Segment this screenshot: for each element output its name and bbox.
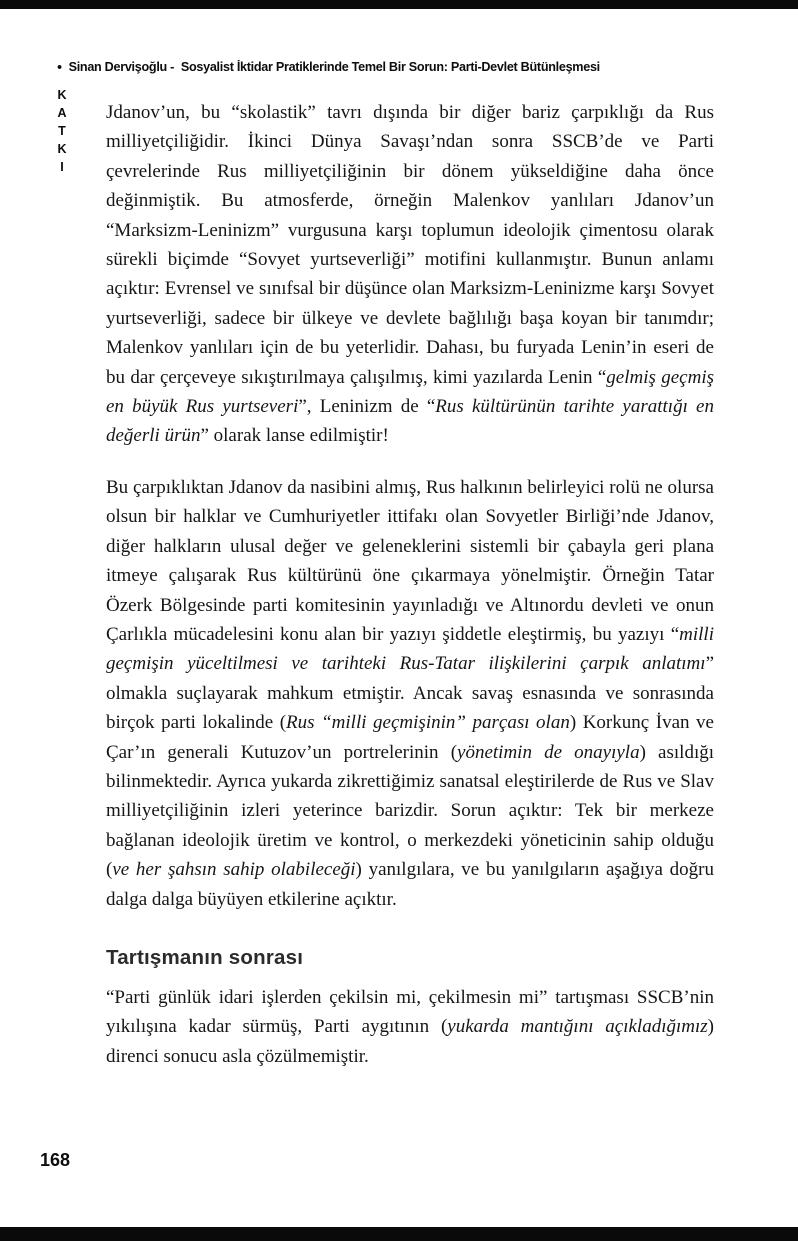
header-bullet-icon: • <box>57 59 62 76</box>
closing-paragraph: “Parti günlük idari işlerden çekilsin mi, çekilmesin mi” tartışması SSCB’nin yıkılışına kadar sürmüş, Parti aygıtının (yukarda mantığını açıkladığımız) direnci sonucu asla çözülmemiştir. <box>106 986 714 1067</box>
body-paragraph-2: Bu çarpıklıktan Jdanov da nasibini almış, Rus halkının belirleyici rolü ne olursa olsun bir halklar ve Cumhuriyetler ittifakı olan Sovyetler Birliği’nde Jdanov, diğer halkların ulusal değer ve geleneklerini sistemli bir çabayla geri plana itmeye çalışarak Rus kültürünü öne çıkarmaya yönelmiştir. Örneğin Tatar Özerk Bölgesinde parti komitesinin yayınladığı ve Altınordu devleti ve onun Çarlıkla mücadelesini konu alan bir yazıyı şiddetle eleştirmiş, bu yazıyı “milli geçmişin yüceltilmesi ve tarihteki Rus-Tatar ilişkilerini çarpık anlatımı” olmakla suçlayarak mahkum etmiştir. Ancak savaş esnasında ve sonrasında birçok parti lokalinde (Rus “milli geçmişinin” parçası olan) Korkunç İvan ve Çar’ın generali Kutuzov’un portrelerinin (yönetimin de onayıyla) asıldığı bilinmektedir. Ayrıca yukarda zikrettiğimiz sanatsal eleştirilerde de Rus ve Slav milliyetçiliğinin izleri yeterince barizdir. Sorun açıktır: Tek bir merkeze bağlanan ideolojik üretim ve kontrol, o merkezdeki yöneticinin sahip olduğu (ve her şahsın sahip olabileceği) yanılgılara, ve bu yanılgıların aşağıya doğru dalga dalga büyüyen etkilerine açıktır. <box>106 476 714 910</box>
page-bottom-edge-bar <box>0 1227 798 1241</box>
header-article-title: Sosyalist İktidar Pratiklerinde Temel Bir Sorun: Parti-Devlet Bütünleşmesi <box>180 59 600 74</box>
running-header <box>57 59 736 74</box>
section-heading: Tartışmanın sonrası <box>106 945 304 969</box>
body-paragraph-1: Jdanov’un, bu “skolastik” tavrı dışında bir diğer bariz çarpıklığı da Rus milliyetçiliğidir. İkinci Dünya Savaşı’ndan sonra SSCB’de ve Parti çevrelerinde Rus milliyetçiliğinin bir dönem yükseldiğine daha önce değinmiştik. Bu atmosferde, örneğin Malenkov yanlıları Jdanov’un “Marksizm-Leninizm” vurgusuna karşı toplumun ideolojik çimentosu olarak sürekli biçimde “Sovyet yurtseverliği” motifini kullanmıştır. Bunun anlamı açıktır: Evrensel ve sınıfsal bir düşünce olan Marksizm-Leninizme karşı Sovyet yurtseverliği, sadece bir ülkeye ve devlete bağlılığı başa koyan bir tanımdır; Malenkov yanlıları için de bu yeterlidir. Dahası, bu furyada Lenin’in eseri de bu dar çerçeveye sıkıştırılmaya çalışılmış, kimi yazılarda Lenin “gelmiş geçmiş en büyük Rus yurtseveri”, Leninizm de “Rus kültürünün tarihte yarattığı en değerli ürün” olarak lanse edilmiştir! <box>106 102 714 447</box>
side-label-katki: KATKI <box>55 88 69 178</box>
page-top-edge-bar <box>0 0 798 9</box>
page-number: 168 <box>40 1150 71 1170</box>
main-text-column <box>106 98 714 1093</box>
header-author-name: Sinan Dervişoğlu - <box>68 59 175 74</box>
